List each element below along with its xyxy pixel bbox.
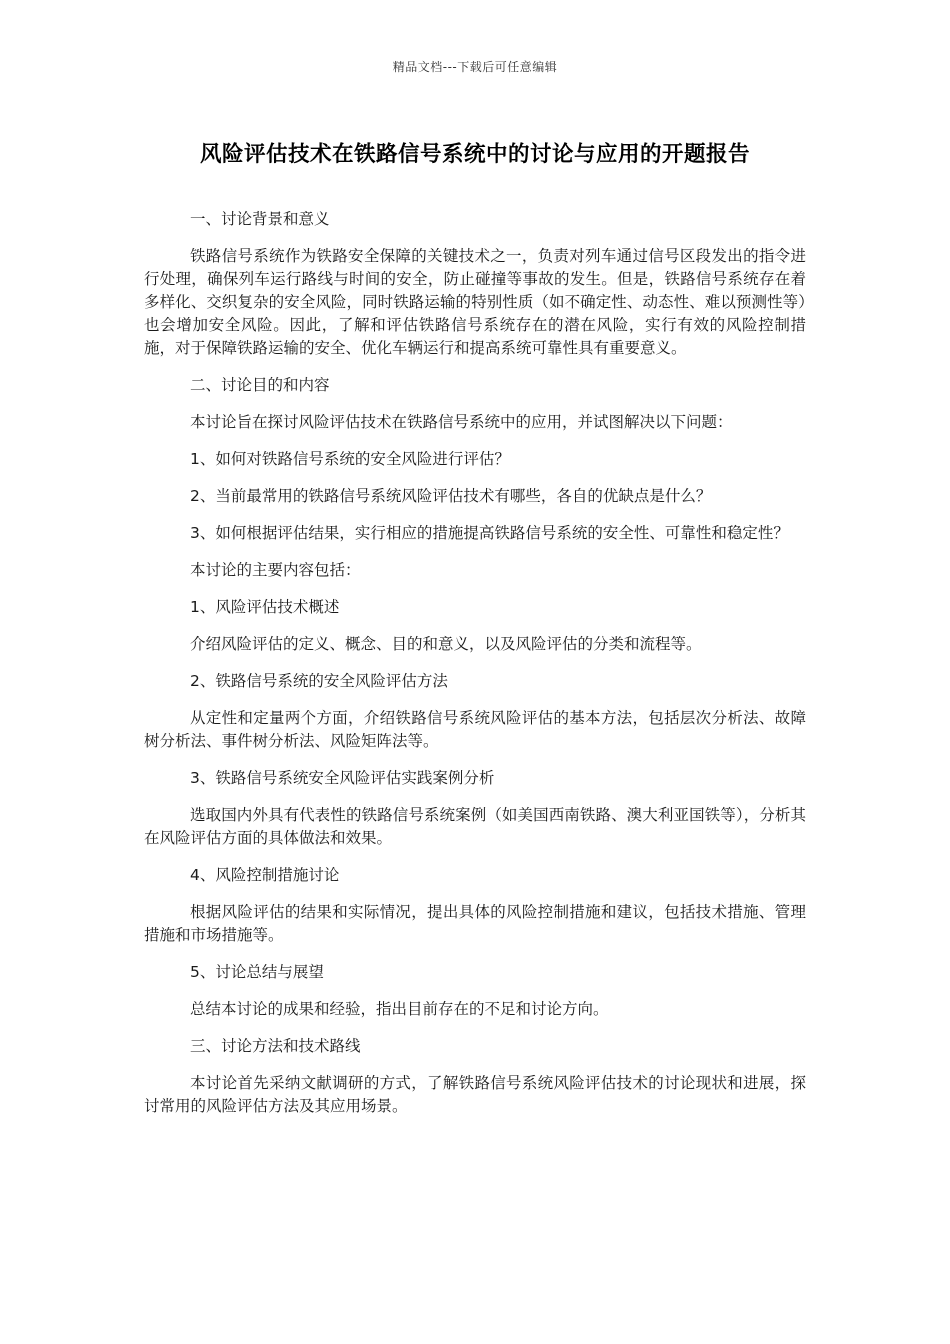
section-heading-background: 一、讨论背景和意义 bbox=[190, 210, 330, 228]
document-body bbox=[144, 208, 806, 1132]
content-heading-1: 1、风险评估技术概述 bbox=[190, 598, 340, 616]
question-item-3: 3、如何根据评估结果，实行相应的措施提高铁路信号系统的安全性、可靠性和稳定性？ bbox=[190, 524, 789, 542]
question-item-1: 1、如何对铁路信号系统的安全风险进行评估？ bbox=[190, 450, 510, 468]
content-heading-5: 5、讨论总结与展望 bbox=[190, 963, 324, 981]
content-heading-2: 2、铁路信号系统的安全风险评估方法 bbox=[190, 672, 448, 690]
content-heading-4: 4、风险控制措施讨论 bbox=[190, 866, 340, 884]
paragraph-content-intro: 本讨论的主要内容包括： bbox=[190, 561, 361, 579]
page-header-watermark: 精品文档---下载后可任意编辑 bbox=[392, 60, 558, 74]
document-title: 风险评估技术在铁路信号系统中的讨论与应用的开题报告 bbox=[199, 142, 750, 167]
section-heading-purpose: 二、讨论目的和内容 bbox=[190, 376, 330, 394]
content-paragraph-4: 根据风险评估的结果和实际情况，提出具体的风险控制措施和建议，包括技术措施、管理措施和市场措施等。 bbox=[144, 903, 806, 944]
section-heading-methods: 三、讨论方法和技术路线 bbox=[190, 1037, 361, 1055]
content-heading-3: 3、铁路信号系统安全风险评估实践案例分析 bbox=[190, 769, 495, 787]
content-paragraph-1: 介绍风险评估的定义、概念、目的和意义，以及风险评估的分类和流程等。 bbox=[190, 635, 702, 653]
question-item-2: 2、当前最常用的铁路信号系统风险评估技术有哪些，各自的优缺点是什么？ bbox=[190, 487, 712, 505]
content-paragraph-5: 总结本讨论的成果和经验，指出目前存在的不足和讨论方向。 bbox=[190, 1000, 609, 1018]
content-paragraph-3: 选取国内外具有代表性的铁路信号系统案例（如美国西南铁路、澳大利亚国铁等），分析其在风险评估方面的具体做法和效果。 bbox=[144, 806, 806, 847]
paragraph-methods: 本讨论首先采纳文献调研的方式，了解铁路信号系统风险评估技术的讨论现状和进展，探讨常用的风险评估方法及其应用场景。 bbox=[144, 1074, 806, 1115]
paragraph-purpose-intro: 本讨论旨在探讨风险评估技术在铁路信号系统中的应用，并试图解决以下问题： bbox=[190, 413, 733, 431]
paragraph-background: 铁路信号系统作为铁路安全保障的关键技术之一，负责对列车通过信号区段发出的指令进行处理，确保列车运行路线与时间的安全，防止碰撞等事故的发生。但是，铁路信号系统存在着多样化、交织复杂的安全风险，同时铁路运输的特别性质（如不确定性、动态性、难以预测性等）也会增加安全风险。因此，了解和评估铁路信号系统存在的潜在风险，实行有效的风险控制措施，对于保障铁路运输的安全、优化车辆运行和提高系统可靠性具有重要意义。 bbox=[144, 247, 806, 357]
content-paragraph-2: 从定性和定量两个方面，介绍铁路信号系统风险评估的基本方法，包括层次分析法、故障树分析法、事件树分析法、风险矩阵法等。 bbox=[144, 709, 806, 750]
